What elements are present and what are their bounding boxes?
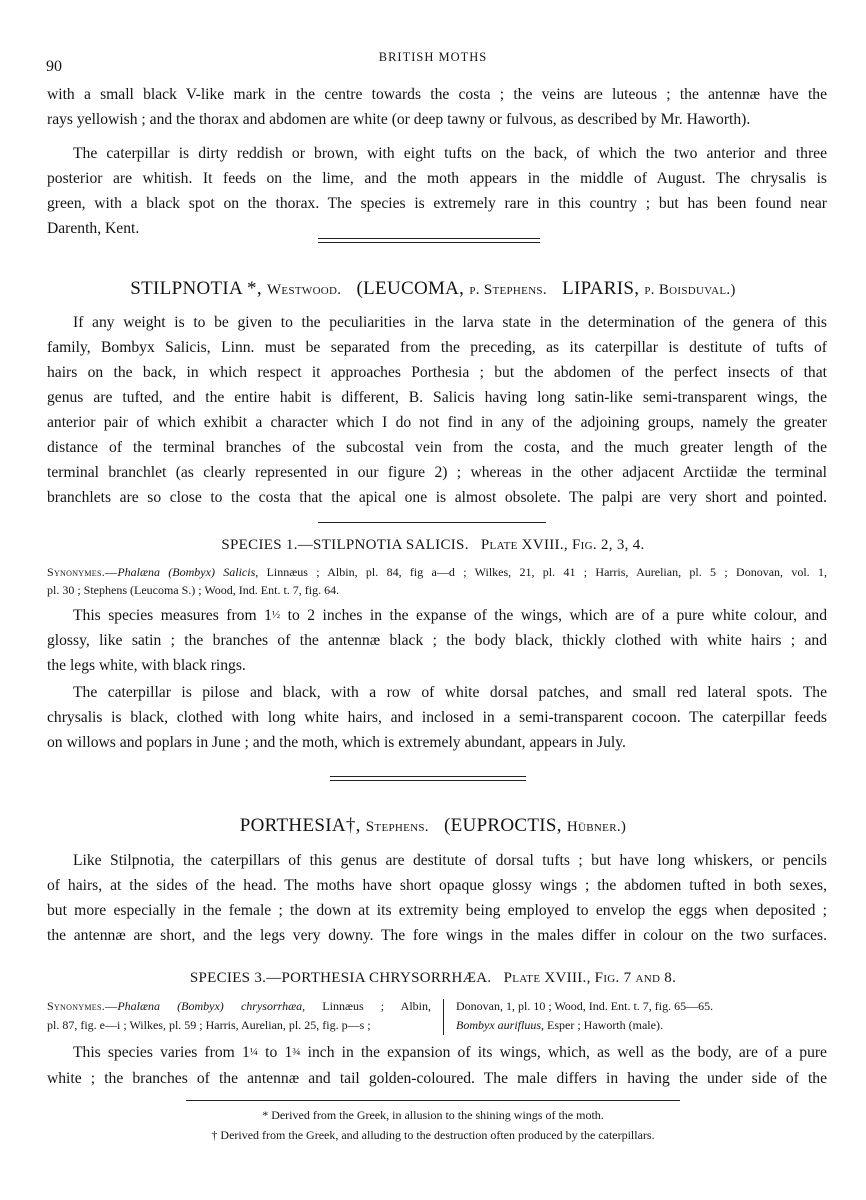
species-heading-chrysorrhaea: SPECIES 3.—PORTHESIA CHRYSORRHÆA. Plate XVIII., Fig. 7 and 8. — [189, 970, 677, 986]
species-description-line: glossy, like satin ; the branches of the antennæ black ; the body black, thickly clothed with white hairs ; and — [47, 632, 827, 649]
caterpillar-paragraph-line: Darenth, Kent. — [47, 220, 140, 237]
section-rule — [318, 238, 540, 239]
synonyms-divider — [443, 999, 444, 1035]
genus-description-line: family, Bombyx Salicis, Linn. must be separated from the preceding, as its caterpillar is destitute of tufts of — [47, 339, 827, 356]
species-description-line: This species varies from 1¼ to 1¾ inch in the expansion of its wings, which, as well as the body, are of a pure — [73, 1044, 827, 1061]
synonyms-left-column: Synonymes.—Phalæna (Bombyx) chrysorrhæa, Linnæus ; Albin, pl. 87, fig. e—i ; Wilkes, pl. 59 ; Harris, Aurelian, pl. 25, fig. p—s ; — [47, 999, 431, 1032]
synonyms-line: Synonymes.—Phalæna (Bombyx) Salicis, Linnæus ; Albin, pl. 84, fig a—d ; Wilkes, 21, pl. 41 ; Harris, Aurelian, pl. 5 ; Donovan, vol. 1, — [47, 565, 828, 579]
genus-description-line: of hairs, at the sides of the head. The moths have short opaque glossy wings ; the abdomen tufted in both sexes, — [47, 877, 827, 894]
section-rule — [318, 242, 540, 243]
footnote-dagger: † Derived from the Greek, and alluding to the destruction often produced by the caterpillars. — [211, 1128, 655, 1142]
genus-description-line: terminal branchlet (as clearly represented in our figure 2) ; whereas in the other adjacent Arctiidæ the terminal — [47, 464, 827, 481]
species-description-line: white ; the branches of the antennæ and tail golden-coloured. The male differs in having the under side of the — [47, 1070, 827, 1087]
genus-description-line: hairs on the back, in which respect it approaches Porthesia ; but the abdomen of the perfect insects of that — [47, 364, 827, 381]
section-rule — [318, 522, 546, 523]
genus-description-line: Like Stilpnotia, the caterpillars of this genus are destitute of dorsal tufts ; but have long whiskers, or pencils — [73, 852, 827, 869]
species-description-line: This species measures from 1½ to 2 inches in the expanse of the wings, which are of a pure white colour, and — [73, 607, 827, 624]
species-caterpillar-line: The caterpillar is pilose and black, with a row of white dorsal patches, and small red lateral spots. The — [73, 684, 827, 701]
section-rule — [330, 776, 526, 777]
caterpillar-paragraph-line: The caterpillar is dirty reddish or brown, with eight tufts on the back, of which the two anterior and three — [73, 145, 827, 162]
species-description-line: the legs white, with black rings. — [47, 657, 246, 674]
genus-description-line: but more especially in the female ; the down at its extremity being employed to envelop the eggs when deposited ; — [47, 902, 827, 919]
genus-heading-porthesia: PORTHESIA†, Stephens. (EUPROCTIS, Hübner.) — [239, 815, 627, 836]
synonyms-line: pl. 30 ; Stephens (Leucoma S.) ; Wood, Ind. Ent. t. 7, fig. 64. — [47, 583, 340, 597]
genus-description-line: genus are tufted, and the entire habit is different, B. Salicis having long satin-like semi-transparent wings, the — [47, 389, 827, 406]
species-heading-salicis: SPECIES 1.—STILPNOTIA SALICIS. Plate XVIII., Fig. 2, 3, 4. — [221, 537, 645, 553]
genus-description-line: the antennæ are short, and the legs very downy. The fore wings in the males differ in colour on the two surfaces. — [47, 927, 827, 944]
caterpillar-paragraph-line: posterior are whitish. It feeds on the lime, and the moth appears in the middle of August. The chrysalis is — [47, 170, 827, 187]
genus-description-line: If any weight is to be given to the peculiarities in the larva state in the determination of the genera of this — [73, 314, 827, 331]
caterpillar-paragraph-line: green, with a black spot on the thorax. The species is extremely rare in this country ; but has been found near — [47, 195, 827, 212]
genus-description-line: distance of the terminal branches of the subcostal vein from the costa, and the much greater length of the — [47, 439, 827, 456]
species-caterpillar-line: on willows and poplars in June ; and the moth, which is extremely abundant, appears in July. — [47, 734, 626, 751]
synonyms-right-column: Donovan, 1, pl. 10 ; Wood, Ind. Ent. t. 7, fig. 65—65. Bombyx aurifluus, Esper ; Haworth (male). — [456, 999, 714, 1032]
section-rule — [330, 780, 526, 781]
footnote-star: * Derived from the Greek, in allusion to the shining wings of the moth. — [262, 1108, 604, 1122]
genus-heading-stilpnotia: STILPNOTIA *, Westwood. (LEUCOMA, p. Stephens. LIPARIS, p. Boisduval.) — [130, 278, 736, 299]
continuation-line: with a small black V-like mark in the centre towards the costa ; the veins are luteous ; the antennæ have the — [47, 86, 827, 103]
continuation-line: rays yellowish ; and the thorax and abdomen are white (or deep tawny or fulvous, as described by Mr. Haworth). — [47, 111, 751, 128]
genus-description-line: anterior pair of which exhibit a character which I do not find in any of the adjoining groups, namely the greater — [47, 414, 827, 431]
species-caterpillar-line: chrysalis is black, clothed with long white hairs, and inclosed in a semi-transparent cocoon. The caterpillar feeds — [47, 709, 827, 726]
footnote-rule — [186, 1100, 680, 1101]
genus-description-line: branchlets are so close to the costa that the apical one is almost obsolete. The palpi are very short and pointed. — [47, 489, 827, 506]
running-title: BRITISH MOTHS — [378, 50, 488, 64]
page-number: 90 — [46, 58, 62, 75]
